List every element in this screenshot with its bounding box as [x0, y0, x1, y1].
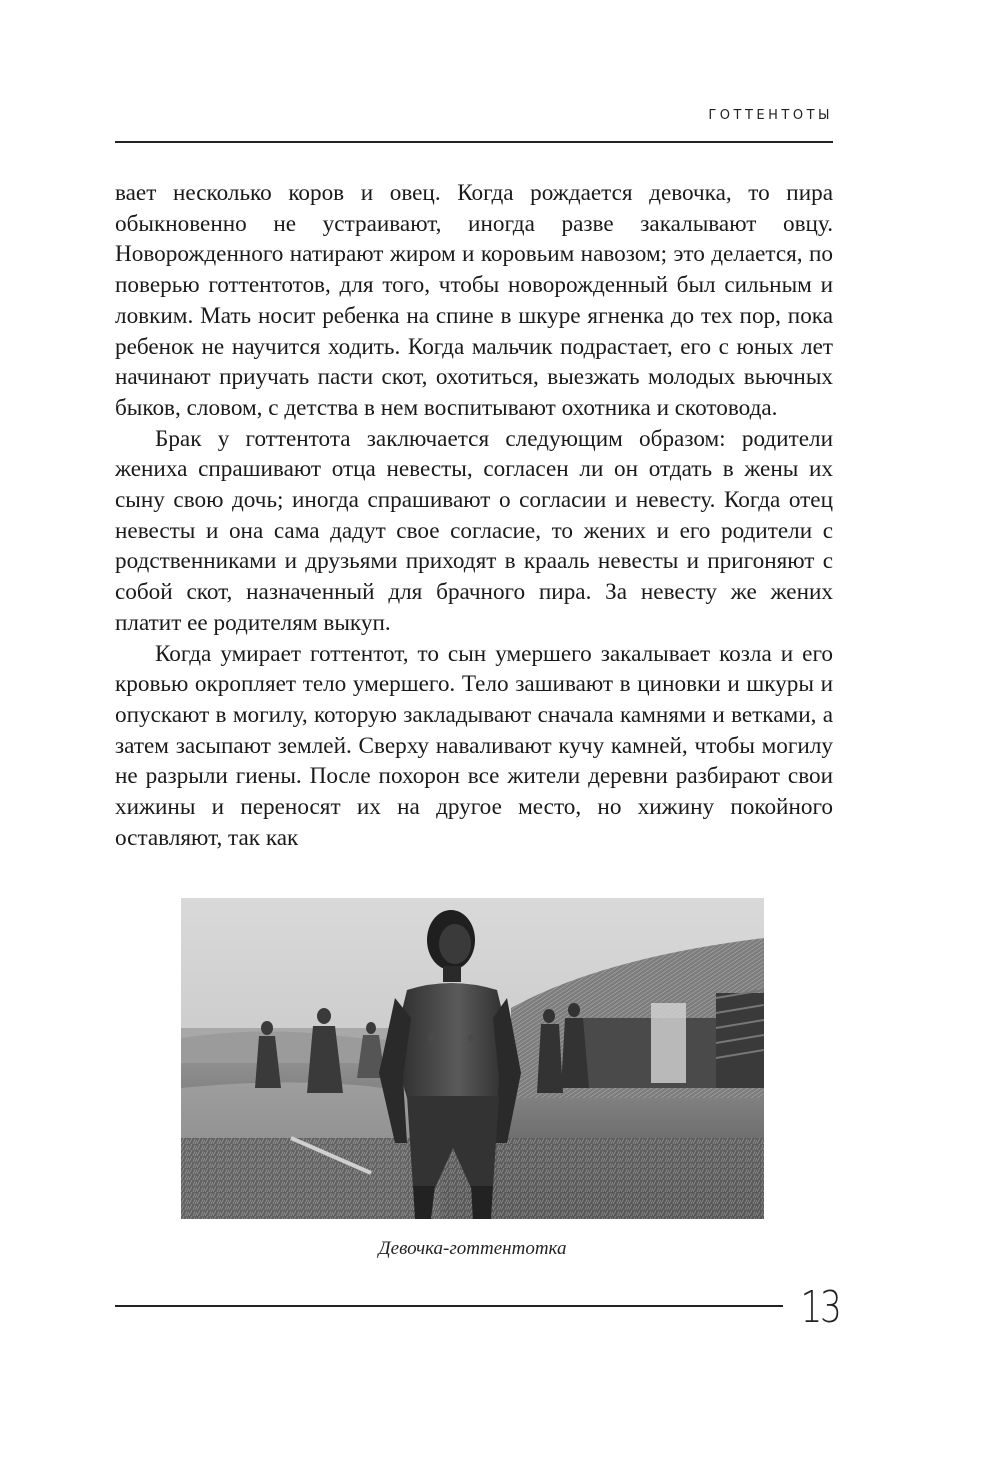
photo-illustration	[181, 898, 764, 1219]
main-text	[115, 178, 833, 853]
page-number: 13	[800, 1282, 840, 1333]
paragraph-2: Брак у готтентота заключается следующим образом: родители жениха спрашивают отца невесты, согласен ли он отдать в жены их сыну свою дочь; иногда спрашивают о согласии и невесту. Когда отец невесты и она сама дадут свое согласие, то жених и его родители с родственниками и друзьями приходят в крааль невесты и пригоняют с собой скот, назначенный для брачного пира. За невесту же жених платит ее родителям выкуп.	[115, 425, 833, 636]
footer-rule	[115, 1305, 783, 1307]
photo-caption: Девочка-готтентотка	[378, 1238, 567, 1259]
photo-hottentot-girl	[181, 898, 764, 1219]
paragraph-1: вает несколько коров и овец. Когда рождается девочка, то пира обыкновенно не устраивают, иногда разве закалывают овцу. Новорожденного натирают жиром и коровьим навозом; это делается, по поверью готтентотов, для того, чтобы новорожденный был сильным и ловким. Мать носит ребенка на спине в шкуре ягненка до тех пор, пока ребенок не научится ходить. Когда мальчик подрастает, его с юных лет начинают приучать пасти скот, охотиться, выезжать молодых вьючных быков, словом, с детства в нем воспитывают охотника и скотовода.	[115, 180, 833, 421]
running-title: ГОТТЕНТОТЫ	[708, 108, 833, 123]
header-rule	[115, 141, 833, 143]
paragraph-3: Когда умирает готтентот, то сын умершего закалывает козла и его кровью окропляет тело умершего. Тело зашивают в циновки и шкуры и опускают в могилу, которую закладывают сначала камнями и ветками, а затем засыпают землей. Сверху наваливают кучу камней, чтобы могилу не разрыли гиены. После похорон все жители деревни разбирают свои хижины и переносят их на другое место, но хижину покойного оставляют, так как	[115, 640, 833, 851]
